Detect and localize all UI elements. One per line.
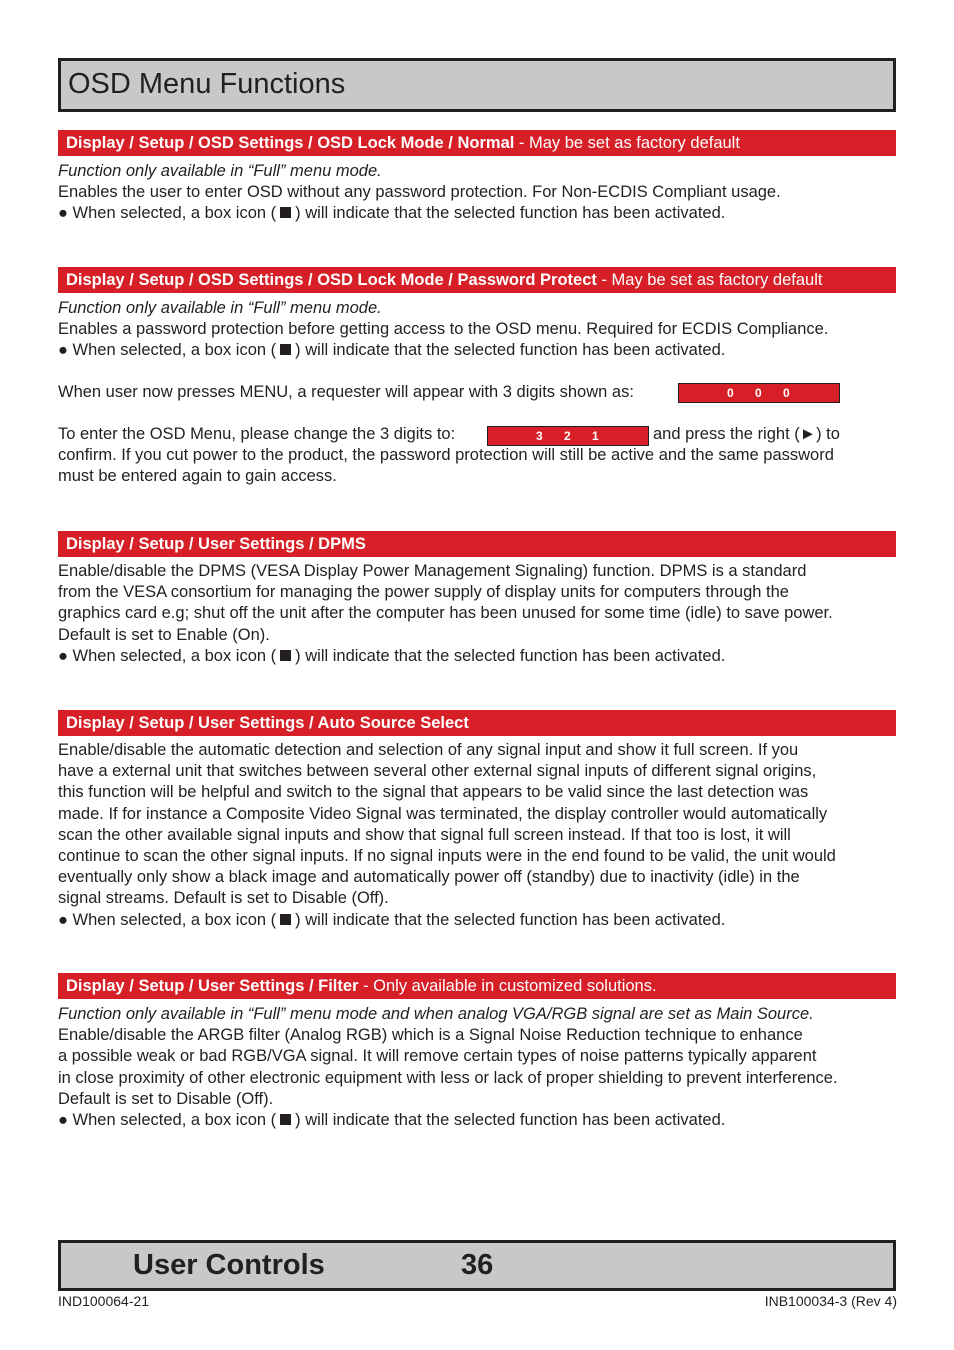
bullet-post: ) will indicate that the selected function has been activated. bbox=[295, 204, 726, 223]
bullet-post: ) will indicate that the selected function has been activated. bbox=[295, 910, 726, 929]
section-body-dpms bbox=[58, 561, 898, 667]
bullet-line bbox=[58, 910, 898, 931]
requester-digits-box bbox=[678, 383, 840, 403]
box-icon bbox=[280, 650, 291, 661]
section-header-filter bbox=[58, 973, 896, 999]
section-path: Display / Setup / OSD Settings / OSD Lock Mode / Password Protect bbox=[66, 271, 597, 289]
doc-code-left: IND100064-21 bbox=[58, 1293, 150, 1309]
bullet-line bbox=[58, 1110, 898, 1131]
section-text: this function will be helpful and switch to the signal that appears to be valid since the last detection was bbox=[58, 783, 809, 802]
page-title: OSD Menu Functions bbox=[68, 68, 346, 100]
box-icon bbox=[280, 914, 291, 925]
section-header-auto-source bbox=[58, 710, 896, 736]
section-text: confirm. If you cut power to the product, the password protection will still be active and the same password bbox=[58, 446, 834, 464]
section-italic-note: Function only available in “Full” menu mode. bbox=[58, 162, 382, 180]
section-text: must be entered again to gain access. bbox=[58, 467, 337, 486]
bullet-pre: ● When selected, a box icon ( bbox=[58, 910, 277, 929]
requester-text: When user now presses MENU, a requester will appear with 3 digits shown as: bbox=[58, 383, 634, 401]
bullet-post: ) will indicate that the selected function has been activated. bbox=[295, 341, 726, 360]
enter-post-text: and press the right (►) to bbox=[653, 425, 840, 443]
section-note: - May be set as factory default bbox=[514, 134, 740, 152]
section-path: Display / Setup / User Settings / DPMS bbox=[66, 535, 366, 553]
bullet-line bbox=[58, 340, 898, 361]
enter-continuation bbox=[58, 445, 898, 487]
digit: 1 bbox=[592, 429, 599, 443]
section-header-dpms bbox=[58, 531, 896, 557]
section-text: Enable/disable the automatic detection and selection of any signal input and show it full screen. If you bbox=[58, 741, 799, 759]
section-note: - May be set as factory default bbox=[596, 271, 823, 289]
section-body-auto-source bbox=[58, 740, 898, 931]
section-text: scan the other available signal inputs and show that signal full screen instead. If that too is lost, it will bbox=[58, 825, 791, 844]
bullet-post: ) will indicate that the selected function has been activated. bbox=[295, 1111, 726, 1130]
doc-code-right: INB100034-3 (Rev 4) bbox=[764, 1293, 897, 1309]
bullet-pre: ● When selected, a box icon ( bbox=[58, 204, 277, 223]
section-text: a possible weak or bad RGB/VGA signal. It will remove certain types of noise patterns typically apparent bbox=[58, 1047, 817, 1066]
box-icon bbox=[280, 344, 291, 355]
section-text: made. If for instance a Composite Video Signal was terminated, the display controller would automatically bbox=[58, 804, 828, 823]
digit: 0 bbox=[783, 386, 790, 400]
box-icon bbox=[280, 1114, 291, 1125]
section-text: eventually only show a black image and automatically power off (standby) due to inactivity (idle) in the bbox=[58, 868, 800, 887]
section-header-osd-lock-password bbox=[58, 267, 896, 293]
section-italic-note: Function only available in “Full” menu mode. bbox=[58, 299, 382, 317]
bullet-line bbox=[58, 646, 898, 667]
bullet-post: ) will indicate that the selected function has been activated. bbox=[295, 646, 726, 665]
section-text: in close proximity of other electronic equipment with less or lack of proper shielding to prevent interference. bbox=[58, 1068, 838, 1087]
section-body-osd-lock-password bbox=[58, 298, 898, 362]
bullet-pre: ● When selected, a box icon ( bbox=[58, 646, 277, 665]
section-text: Enable/disable the DPMS (VESA Display Power Management Signaling) function. DPMS is a standard bbox=[58, 562, 807, 580]
section-text: from the VESA consortium for managing the power supply of display units for computers through the bbox=[58, 583, 789, 602]
section-text: have a external unit that switches between several other external signal inputs of different signal origins, bbox=[58, 762, 817, 781]
section-text: graphics card e.g; shut off the unit after the computer has been unused for some time (idle) to save power. bbox=[58, 604, 833, 623]
section-path: Display / Setup / User Settings / Filter bbox=[66, 977, 359, 995]
footer-section-title: User Controls bbox=[133, 1249, 325, 1281]
section-body-osd-lock-normal bbox=[58, 161, 898, 225]
section-note: - Only available in customized solutions. bbox=[358, 977, 657, 995]
enter-post-line bbox=[653, 424, 893, 445]
digit: 0 bbox=[727, 386, 734, 400]
enter-pre-text: To enter the OSD Menu, please change the 3 digits to: bbox=[58, 425, 456, 443]
section-header-osd-lock-normal bbox=[58, 130, 896, 156]
section-body-filter bbox=[58, 1004, 898, 1131]
page-title-box bbox=[58, 58, 896, 112]
bullet-pre: ● When selected, a box icon ( bbox=[58, 341, 277, 360]
section-italic-note: Function only available in “Full” menu mode and when analog VGA/RGB signal are set as Main Source. bbox=[58, 1005, 814, 1023]
section-path: Display / Setup / User Settings / Auto Source Select bbox=[66, 714, 469, 732]
digit: 0 bbox=[755, 386, 762, 400]
enter-digits-box bbox=[487, 426, 649, 446]
section-text: signal streams. Default is set to Disable (Off). bbox=[58, 889, 389, 908]
digit: 2 bbox=[564, 429, 571, 443]
digit: 3 bbox=[536, 429, 543, 443]
bullet-pre: ● When selected, a box icon ( bbox=[58, 1111, 277, 1130]
section-text: Enables the user to enter OSD without any password protection. For Non-ECDIS Compliant usage. bbox=[58, 183, 781, 202]
page-number: 36 bbox=[461, 1249, 494, 1281]
section-text: Enable/disable the ARGB filter (Analog RGB) which is a Signal Noise Reduction technique to enhance bbox=[58, 1026, 803, 1045]
box-icon bbox=[280, 207, 291, 218]
section-text: Default is set to Disable (Off). bbox=[58, 1089, 274, 1108]
bullet-line bbox=[58, 203, 898, 224]
section-text: continue to scan the other signal inputs. If no signal inputs were in the end found to be valid, the unit would bbox=[58, 847, 836, 866]
section-text: Default is set to Enable (On). bbox=[58, 625, 270, 644]
section-path: Display / Setup / OSD Settings / OSD Lock Mode / Normal bbox=[66, 134, 515, 152]
section-text: Enables a password protection before getting access to the OSD menu. Required for ECDIS Compliance. bbox=[58, 320, 829, 339]
footer-box bbox=[58, 1240, 896, 1291]
